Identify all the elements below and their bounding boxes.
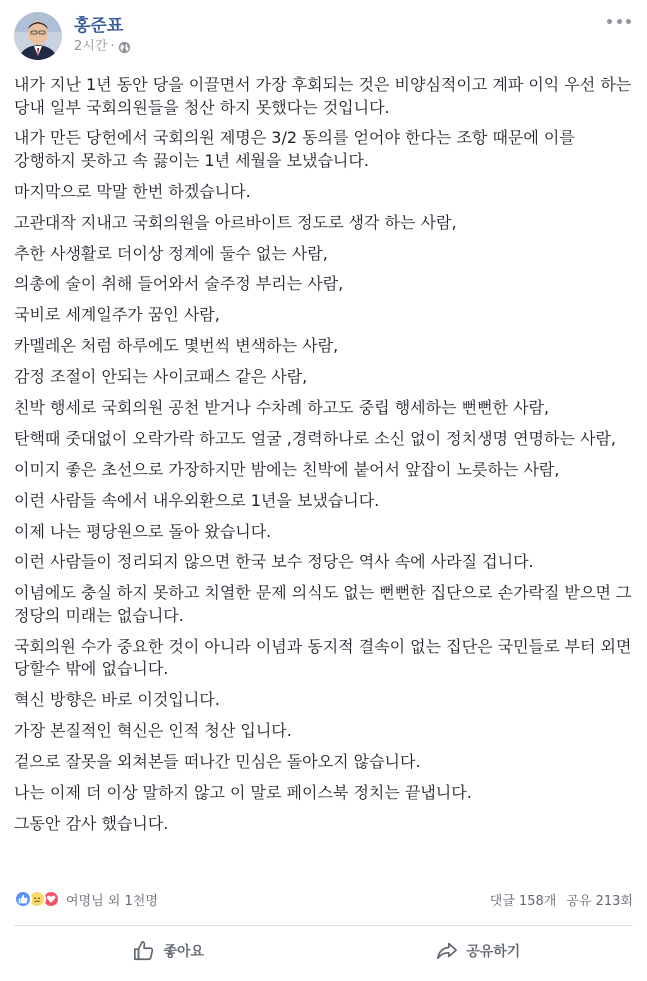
shares-count[interactable]: 공유 213회 [566, 893, 633, 909]
like-label: 좋아요 [163, 944, 205, 960]
post-paragraph: 마지막으로 막말 한번 하겠습니다. [14, 181, 251, 201]
post-stats [14, 886, 633, 912]
author-name[interactable]: 홍준표 [74, 16, 124, 36]
avatar-image [14, 12, 62, 60]
post-paragraph: 겉으로 잘못을 외쳐본들 떠나간 민심은 돌아오지 않습니다. [14, 751, 421, 771]
post-meta [74, 39, 131, 55]
engagement-counts [490, 890, 633, 909]
post-paragraph: 가장 본질적인 혁신은 인적 청산 입니다. [14, 721, 292, 741]
post-paragraph: 국비로 세계일주가 꿈인 사람, [14, 305, 220, 325]
thumbs-up-icon [133, 940, 155, 962]
reactions-text[interactable]: 여명님 외 1천명 [66, 893, 158, 909]
share-button[interactable] [324, 930, 634, 972]
like-reaction-icon [14, 890, 32, 908]
post-actions [14, 930, 633, 972]
post-paragraph: 국회의원 수가 중요한 것이 아니라 이념과 동지적 결속이 없는 집단은 국민들로 부터 외면 당할수 밖에 없습니다. [14, 636, 632, 679]
post-paragraph: 탄핵때 줏대없이 오락가락 하고도 얼굴 ,경력하나로 소신 없이 정치생명 연명하는 사람, [14, 428, 616, 448]
post-paragraph: 내가 지난 1년 동안 당을 이끌면서 가장 후회되는 것은 비양심적이고 계파 이익 우선 하는 당내 일부 국회의원들을 청산 하지 못했다는 것입니다. [14, 75, 632, 117]
post-body [14, 74, 638, 844]
post-paragraph: 이런 사람들이 정리되지 않으면 한국 보수 정당은 역사 속에 사라질 겁니다. [14, 552, 534, 572]
post-paragraph: 카멜레온 처럼 하루에도 몇번씩 변색하는 사람, [14, 336, 339, 356]
meta-separator: · [110, 39, 115, 54]
post-paragraph: 친박 행세로 국회의원 공천 받거나 수차례 하고도 중립 행세하는 뻔뻔한 사람, [14, 398, 550, 418]
post-paragraph: 이제 나는 평당원으로 돌아 왔습니다. [14, 521, 272, 541]
post-paragraph: 이런 사람들 속에서 내우외환으로 1년을 보냈습니다. [14, 490, 380, 510]
post-time[interactable]: 2시간 [74, 39, 108, 54]
more-dot [626, 19, 631, 24]
post-header [14, 12, 637, 64]
post-paragraph: 그동안 감사 했습니다. [14, 813, 169, 833]
like-button[interactable] [14, 930, 324, 972]
post-paragraph: 이미지 좋은 초선으로 가장하지만 밤에는 친박에 붙어서 앞잡이 노릇하는 사람, [14, 459, 560, 479]
post-paragraph: 내가 만든 당헌에서 국회의원 제명은 3/2 동의를 얻어야 한다는 조항 때문에 이를 강행하지 못하고 속 끓이는 1년 세월을 보냈습니다. [14, 128, 575, 170]
more-dot [607, 19, 612, 24]
comments-count[interactable]: 댓글 158개 [489, 893, 557, 909]
more-dot [617, 19, 622, 24]
post-paragraph: 혁신 방향은 바로 이것입니다. [14, 690, 220, 710]
post-paragraph: 의총에 술이 취해 들어와서 술주정 부리는 사람, [14, 274, 344, 294]
post-paragraph: 고관대작 지내고 국회의원을 아르바이트 정도로 생각 하는 사람, [14, 212, 457, 232]
post-paragraph: 감정 조절이 안되는 사이코패스 같은 사람, [14, 367, 308, 387]
globe-icon[interactable] [118, 41, 131, 54]
reactions-summary[interactable] [14, 890, 158, 909]
share-label: 공유하기 [466, 944, 521, 960]
more-options-icon[interactable] [607, 16, 631, 26]
author-avatar[interactable] [14, 12, 62, 60]
share-arrow-icon [436, 940, 458, 962]
post-paragraph: 추한 사생활로 더이상 정계에 둘수 없는 사람, [14, 243, 328, 263]
post-paragraph: 나는 이제 더 이상 말하지 않고 이 말로 페이스북 정치는 끝냅니다. [14, 782, 472, 802]
actions-divider [14, 925, 633, 926]
author-block [74, 12, 131, 55]
post-paragraph: 이념에도 충실 하지 못하고 치열한 문제 의식도 없는 뻔뻔한 집단으로 손가락질 받으면 그 정당의 미래는 없습니다. [14, 583, 632, 625]
